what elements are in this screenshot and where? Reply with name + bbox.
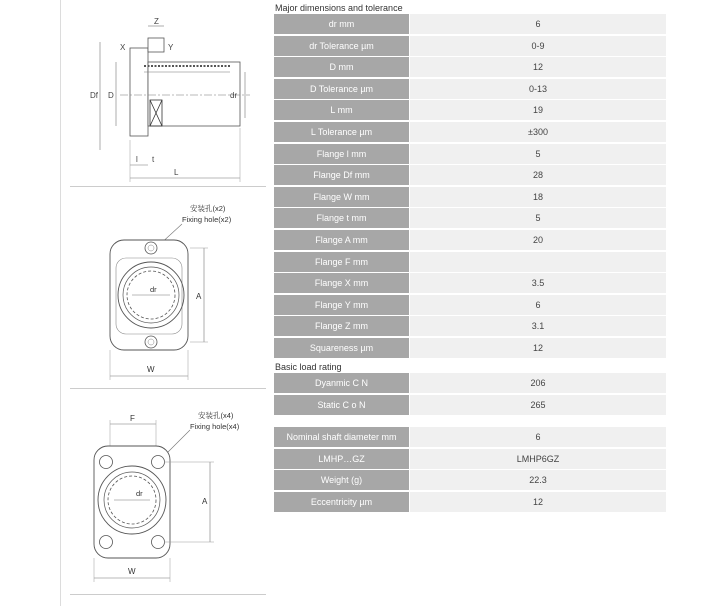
dim-L-label: L [174, 168, 179, 177]
table-row [274, 144, 666, 164]
dim-t-label: t [152, 155, 155, 164]
spec-value: 22.3 [410, 470, 666, 490]
table-row [274, 208, 666, 228]
spec-value: 20 [410, 230, 666, 250]
spec-label: Static C o N [274, 395, 409, 415]
table-row [274, 295, 666, 315]
spec-label: Flange t mm [274, 208, 409, 228]
spec-label: Flange Y mm [274, 295, 409, 315]
other-specs-table [274, 427, 666, 513]
spec-value: 5 [410, 208, 666, 228]
spec-label: L Tolerance µm [274, 122, 409, 142]
fixing-hole-en-label: Fixing hole(x2) [182, 215, 232, 224]
spec-label: L mm [274, 100, 409, 120]
dim-d-label: D [108, 91, 114, 100]
spec-value: 5 [410, 144, 666, 164]
table-row [274, 165, 666, 185]
table-row [274, 14, 666, 34]
table-row [274, 373, 666, 393]
table-row [274, 338, 666, 358]
spec-value: 12 [410, 492, 666, 512]
spec-label: dr mm [274, 14, 409, 34]
spec-value: 6 [410, 427, 666, 447]
dim-x-label: X [120, 43, 126, 52]
a-label: A [196, 292, 202, 301]
side-view-drawing [70, 0, 266, 187]
table-row [274, 395, 666, 415]
table-row [274, 449, 666, 469]
table-row [274, 230, 666, 250]
spec-value: 265 [410, 395, 666, 415]
dr-label: dr [150, 285, 157, 294]
spec-label: dr Tolerance µm [274, 36, 409, 56]
spec-label: Flange W mm [274, 187, 409, 207]
two-hole-flange-drawing [70, 198, 266, 389]
spec-label: Flange Z mm [274, 316, 409, 336]
spec-value: LMHP6GZ [410, 449, 666, 469]
table-row [274, 273, 666, 293]
dr4-label: dr [136, 489, 143, 498]
table-row [274, 427, 666, 447]
spec-value: 0-9 [410, 36, 666, 56]
major-dimensions-table [274, 14, 666, 360]
table-row [274, 122, 666, 142]
spec-label: D mm [274, 57, 409, 77]
spec-value: 18 [410, 187, 666, 207]
spec-label: Flange F mm [274, 252, 409, 272]
basic-load-heading: Basic load rating [275, 362, 342, 372]
f-label: F [130, 414, 135, 423]
table-row [274, 187, 666, 207]
spec-value: 6 [410, 14, 666, 34]
spec-label: Eccentricity µm [274, 492, 409, 512]
spec-label: LMHP…GZ [274, 449, 409, 469]
spec-label: Flange Df mm [274, 165, 409, 185]
spec-label: Dyanmic C N [274, 373, 409, 393]
dim-y-label: Y [168, 43, 174, 52]
table-row [274, 100, 666, 120]
w-label: W [147, 365, 155, 374]
table-row [274, 36, 666, 56]
major-dimensions-heading: Major dimensions and tolerance [275, 3, 403, 13]
spec-label: Flange A mm [274, 230, 409, 250]
w4-label: W [128, 567, 136, 576]
dim-z-label: Z [154, 17, 159, 26]
spec-value: 12 [410, 338, 666, 358]
spec-value: 28 [410, 165, 666, 185]
dim-df-label: Df [90, 91, 98, 100]
dim-dr-label: dr [230, 91, 238, 100]
basic-load-table [274, 373, 666, 416]
spec-value: 12 [410, 57, 666, 77]
spec-value: 3.1 [410, 316, 666, 336]
table-row [274, 492, 666, 512]
fixing-hole4-cn-label: 安装孔(x4) [198, 411, 234, 420]
spec-label: Flange X mm [274, 273, 409, 293]
spec-value: ±300 [410, 122, 666, 142]
spec-label: Flange l mm [274, 144, 409, 164]
spec-label: Weight (g) [274, 470, 409, 490]
table-row [274, 57, 666, 77]
table-row [274, 79, 666, 99]
spec-value: 19 [410, 100, 666, 120]
spec-label: Squareness µm [274, 338, 409, 358]
a4-label: A [202, 497, 208, 506]
four-hole-flange-drawing [70, 400, 266, 595]
spec-value: 206 [410, 373, 666, 393]
fixing-hole-cn-label: 安装孔(x2) [190, 204, 226, 213]
spec-value: 6 [410, 295, 666, 315]
spec-label: D Tolerance µm [274, 79, 409, 99]
table-row [274, 316, 666, 336]
spec-value: 0-13 [410, 79, 666, 99]
table-row [274, 252, 666, 272]
fixing-hole4-en-label: Fixing hole(x4) [190, 422, 240, 431]
spec-value [410, 252, 666, 272]
spec-value: 3.5 [410, 273, 666, 293]
spec-label: Nominal shaft diameter mm [274, 427, 409, 447]
left-divider [60, 0, 61, 606]
table-row [274, 470, 666, 490]
dim-l-label: l [136, 155, 138, 164]
